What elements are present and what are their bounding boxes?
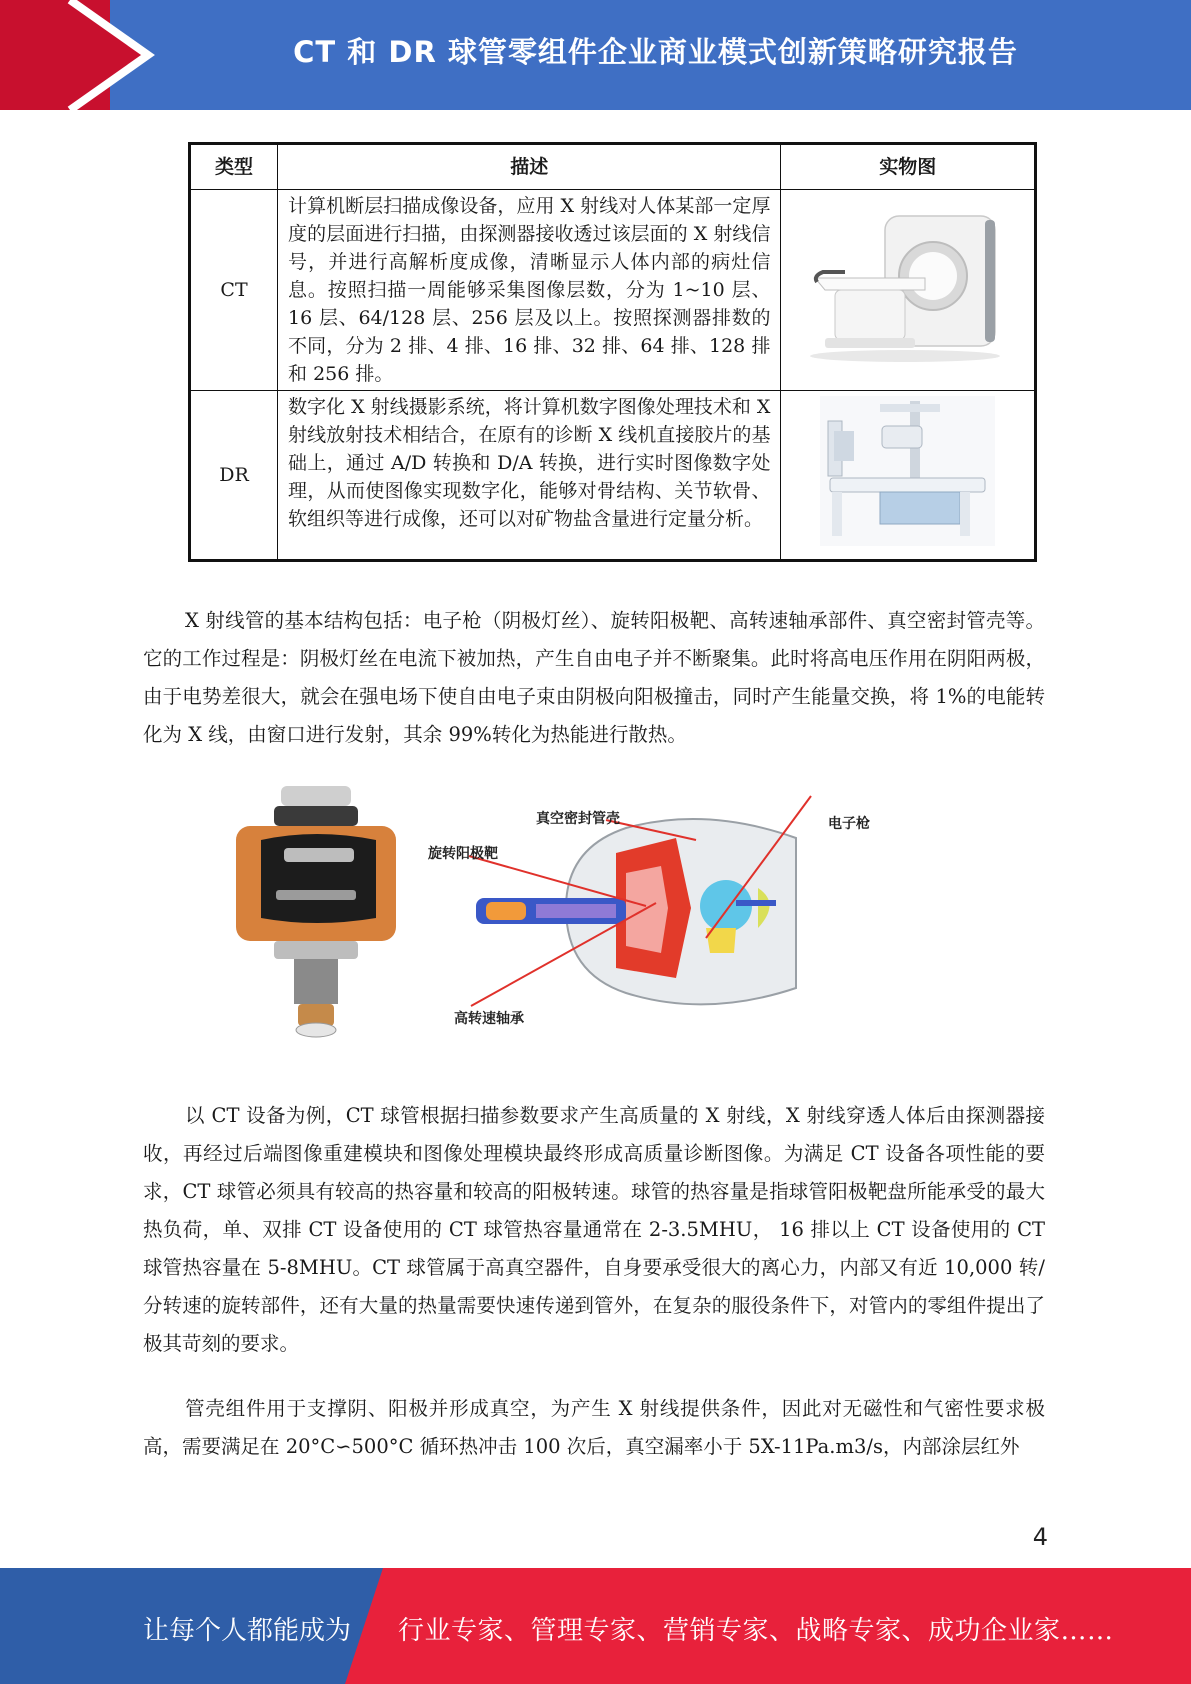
page-header [0, 0, 1191, 110]
table-header-row [190, 144, 1036, 190]
page-footer [0, 1568, 1191, 1684]
table-row [190, 190, 1036, 391]
ct-scanner-image [781, 190, 1036, 391]
table-row [190, 391, 1036, 561]
paragraph-ct-tube: 以 CT 设备为例，CT 球管根据扫描参数要求产生高质量的 X 射线，X 射线穿透人体后由探测器接收，再经过后端图像重建模块和图像处理模块最终形成高质量诊断图像。为满足 CT 设备各项性能的要求，CT 球管必须具有较高的热容量和较高的阳极转速。球管的热容量是指球管阳极靶盘所能承受的最大热负荷，单、双排 CT 设备使用的 CT 球管热容量通常在 2-3.5MHU， 16 排以上 CT 设备使用的 CT 球管热容量在 5-8MHU。CT 球管属于高真空器件，自身要承受很大的离心力，内部又有近 10,000 转/分转速的旋转部件，还有大量的热量需要快速传递到管外，在复杂的服役条件下，对管内的零组件提出了极其苛刻的要求。 [143, 1104, 1045, 1355]
label-rotating-anode: 旋转阳极靶 [428, 846, 498, 862]
dr-system-image [781, 391, 1036, 561]
label-bearing: 高转速轴承 [454, 1011, 524, 1027]
table-header-image: 实物图 [781, 144, 1036, 190]
header-chevron-shape [0, 0, 160, 110]
page-number: 4 [1032, 1523, 1048, 1551]
footer-slogan-right: 行业专家、管理专家、营销专家、战略专家、成功企业家…… [398, 1616, 1114, 1646]
report-title: CT 和 DR 球管零组件企业商业模式创新策略研究报告 [293, 35, 1018, 69]
bearing-assembly-image [236, 786, 396, 1037]
table-cell-type: DR [190, 391, 278, 561]
table-cell-description: 数字化 X 射线摄影系统，将计算机数字图像处理技术和 X 射线放射技术相结合，在原有的诊断 X 线机直接胶片的基础上，通过 A/D 转换和 D/A 转换，进行实时图像数字处理，从而使图像实现数字化，能够对骨结构、关节软骨、软组织等进行成像，还可以对矿物盐含量进行定量分析。 [278, 391, 781, 561]
paragraph-shell-assembly: 管壳组件用于支撑阴、阳极并形成真空，为产生 X 射线提供条件，因此对无磁性和气密性要求极高，需要满足在 20°C∽500°C 循环热冲击 100 次后，真空漏率小于 5X-11Pa.m3/s，内部涂层红外 [143, 1397, 1045, 1458]
table-cell-description: 计算机断层扫描成像设备，应用 X 射线对人体某部一定厚度的层面进行扫描，由探测器接收透过该层面的 X 射线信号，并进行高解析度成像，清晰显示人体内部的病灶信息。按照扫描一周能够采集图像层数，分为 1~10 层、16 层、64/128 层、256 层及以上。按照探测器排数的不同，分为 2 排、4 排、16 排、32 排、64 排、128 排和 256 排。 [278, 190, 781, 391]
table-cell-type: CT [190, 190, 278, 391]
paragraph-xray-tube-structure: X 射线管的基本结构包括：电子枪（阴极灯丝）、旋转阳极靶、高转速轴承部件、真空密封管壳等。它的工作过程是：阴极灯丝在电流下被加热，产生自由电子并不断聚集。此时将高电压作用在阴阳两极，由于电势差很大，就会在强电场下使自由电子束由阴极向阳极撞击，同时产生能量交换，将 1%的电能转化为 X 线，由窗口进行发射，其余 99%转化为热能进行散热。 [143, 609, 1045, 746]
footer-slogan-left: 让每个人都能成为 [143, 1616, 352, 1646]
table-header-description: 描述 [278, 144, 781, 190]
xray-tube-figure [236, 778, 896, 1043]
equipment-table [188, 142, 1037, 562]
label-vacuum-shell: 真空密封管壳 [536, 811, 620, 827]
table-header-type: 类型 [190, 144, 278, 190]
label-electron-gun: 电子枪 [828, 816, 870, 832]
